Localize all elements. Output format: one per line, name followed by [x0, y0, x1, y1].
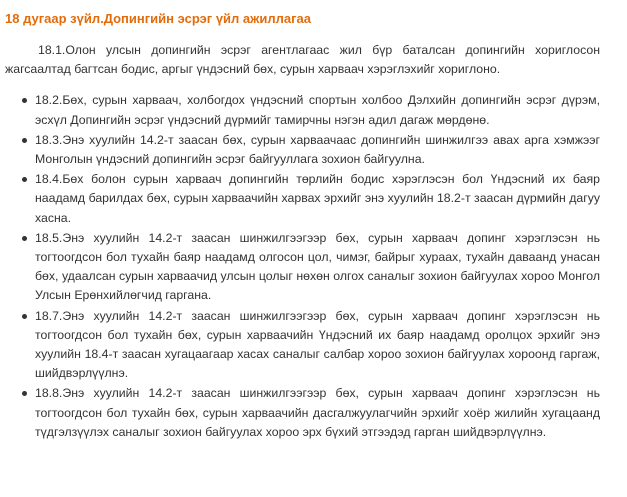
intro-paragraph: 18.1.Олон улсын допингийн эсрэг агентлагаас жил бүр баталсан допингийн хориглосон жагсаалтад багтсан бодис, аргыг үндэсний бөх, сурын харваач хэрэглэхийг хориглоно. [5, 43, 600, 77]
bullet-icon [22, 98, 27, 103]
list-item-text: 18.4.Бөх болон сурын харваач допингийн төрлийн бодис хэрэглэсэн бол Үндэсний их баяр наадамд барилдах бөх, сурын харваачийн харвах эрхийг энэ хуулийн 18.2-т заасан дүрмийн дагуу хасна. [35, 172, 600, 225]
list-item-text: 18.8.Энэ хуулийн 14.2-т заасан шинжилгээгээр бөх, сурын харваач допинг хэрэглэсэн нь тогтоогдсон бол тухайн бөх, сурын харваачийн дасгалжуулагчийн эрхийг хоёр жилийн хугацаанд түдгэлзүүлэх саналыг зохион байгуулах хороо эрх бүхий этгээдэд гарган шийдвэрлүүлнэ. [35, 386, 600, 439]
bullet-icon [22, 314, 27, 319]
list-item [35, 307, 600, 384]
list-item-text: 18.3.Энэ хуулийн 14.2-т заасан бөх, сурын харваачаас допингийн шинжилгээ авах арга хэмжээг Монголын үндэсний допингийн эсрэг байгууллага зохион байгуулна. [35, 132, 600, 167]
list-item-text: 18.7.Энэ хуулийн 14.2-т заасан шинжилгээгээр бөх, сурын харваач допинг хэрэглэсэн нь тогтоогдсон бол тухайн бөх, сурын харваачийн Үндэсний их баяр наадамд оролцох эрхийг энэ хуулийн 18.4-т заасан хугацаагаар хасах саналыг салбар хороо зохион байгуулах хороонд гаргаж, шийдвэрлүүлнэ. [35, 308, 600, 381]
list-item [35, 170, 600, 228]
bullet-icon [22, 391, 27, 396]
list-item [35, 131, 600, 169]
list-item [35, 384, 600, 442]
list-item [35, 91, 600, 129]
article-heading: 18 дугаар зүйл.Допингийн эсрэг үйл ажиллагаа [5, 11, 311, 26]
provision-list [5, 91, 622, 442]
bullet-icon [22, 177, 27, 182]
list-item [35, 229, 600, 306]
bullet-icon [22, 138, 27, 143]
list-item-text: 18.5.Энэ хуулийн 14.2-т заасан шинжилгээгээр бөх, сурын харваач допинг хэрэглэсэн нь тогтоогдсон бол тухайн баяр наадамд олгосон цол, чимэг, байрыг хураах, тухайн даваанд унасан бөх, удаалсан сурын харваачид улсын цолыг нөхөн олгох саналыг зохион байгуулах хороо Монгол Улсын Ерөнхийлөгчид гаргана. [35, 230, 600, 303]
list-item-text: 18.2.Бөх, сурын харваач, холбогдох үндэсний спортын холбоо Дэлхийн допингийн эсрэг дүрэм, эсхүл Допингийн эсрэг үндэсний дүрмийг тамирчны нэгэн адил дагаж мөрдөнө. [35, 93, 600, 127]
bullet-icon [22, 236, 27, 241]
